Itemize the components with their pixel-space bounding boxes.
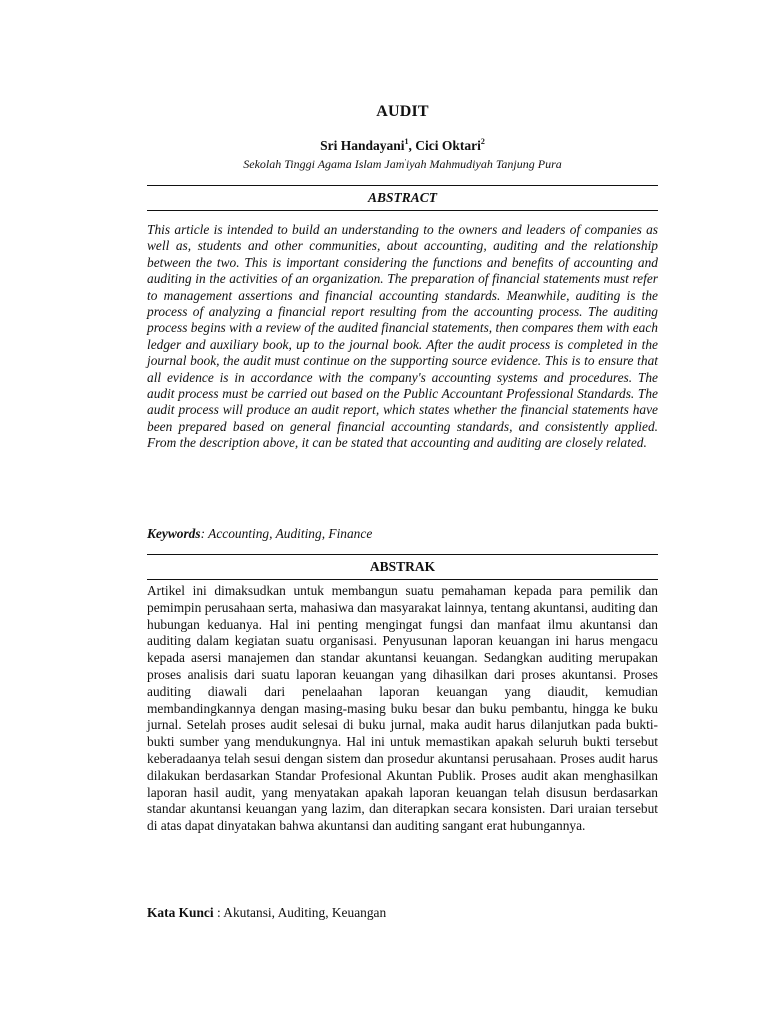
keywords-value: : Accounting, Auditing, Finance bbox=[200, 526, 373, 541]
abstract-heading: ABSTRACT bbox=[367, 190, 438, 205]
author-separator: , bbox=[408, 138, 416, 153]
abstrak-body: Artikel ini dimaksudkan untuk membangun suatu pemahaman kepada para pemilik dan pemimpin perusahaan serta, mahasiwa dan masyarakat lainnya, tentang akuntansi, auditing dan hubungan keduanya. Hal ini penting mengingat fungsi dan manfaat ilmu akuntansi dan auditing dalam kegiatan suatu organisasi. Penyusunan laporan keuangan ini harus mengacu kepada asersi manajemen dan standar akuntansi keuangan. Sedangkan auditing merupakan proses analisis dari suatu laporan keuangan yang dihasilkan dari proses akuntansi. Proses auditing diawali dari penelaahan laporan keuangan yang diaudit, kemudian membandingkannya dengan masing-masing buku besar dan buku pembantu, hingga ke buku jurnal. Setelah proses audit selesai di buku jurnal, maka audit harus dilanjutkan pada bukti-bukti sumber yang mendukungnya. Hal ini untuk memastikan apakah seluruh bukti tersebut keberadaanya telah sesui dengan sistem dan prosedur akuntansi perusahaan. Proses audit harus dilakukan berdasarkan Standar Profesional Akuntan Publik. Proses audit akan menghasilkan laporan hasil audit, yang menyatakan apakah laporan keuangan telah disusun berdasarkan standar akuntansi keuangan yang lazim, dan diterapkan secara konsisten. Dari uraian tersebut di atas dapat dinyatakan bahwa akuntansi dan auditing sangant erat hubungannya. bbox=[147, 583, 658, 834]
affiliation-apostrophe: ' bbox=[404, 158, 406, 166]
author-affiliation-mark: 1 bbox=[404, 137, 409, 146]
author-name: Cici Oktari bbox=[415, 138, 481, 153]
author-name: Sri Handayani bbox=[320, 138, 405, 153]
affiliation-text: Sekolah Tinggi Agama Islam Jam bbox=[243, 157, 405, 171]
abstract-body: This article is intended to build an understanding to the owners and leaders of companies as well as, students and other communities, about accounting, auditing and the relationship between the two. This is important considering the functions and benefits of accounting and auditing in the activities of an organization. The preparation of financial statements must refer to management assertions and financial accounting standards. Meanwhile, auditing is the process of analyzing a financial report resulting from the accounting process. The auditing process begins with a review of the audited financial statements, then compares them with each ledger and auxiliary book, up to the journal book. After the audit process is completed in the journal book, the audit must continue on the supporting source evidence. This is to ensure that all evidence is in accordance with the company's accounting systems and procedures. The audit process must be carried out based on the Public Accountant Professional Standards. The audit process will produce an audit report, which states whether the financial statements have been prepared based on general financial accounting standards, and consistently applied. From the description above, it can be stated that accounting and auditing are closely related. bbox=[147, 222, 658, 451]
keywords-label: Keywords bbox=[147, 526, 201, 541]
kata-kunci-value: : Akutansi, Auditing, Keuangan bbox=[213, 905, 387, 920]
divider bbox=[147, 554, 658, 555]
kata-kunci-label: Kata Kunci bbox=[147, 905, 214, 920]
author-affiliation-mark: 2 bbox=[480, 137, 485, 146]
kata-kunci-line bbox=[147, 905, 658, 921]
divider bbox=[147, 579, 658, 580]
affiliation-text: iyah Mahmudiyah Tanjung Pura bbox=[405, 157, 562, 171]
affiliation bbox=[147, 157, 658, 172]
divider bbox=[147, 210, 658, 211]
paper-title: AUDIT bbox=[376, 103, 429, 120]
author-line bbox=[147, 138, 658, 154]
divider bbox=[147, 185, 658, 186]
abstrak-heading: ABSTRAK bbox=[369, 559, 436, 574]
keywords-line bbox=[147, 526, 658, 542]
